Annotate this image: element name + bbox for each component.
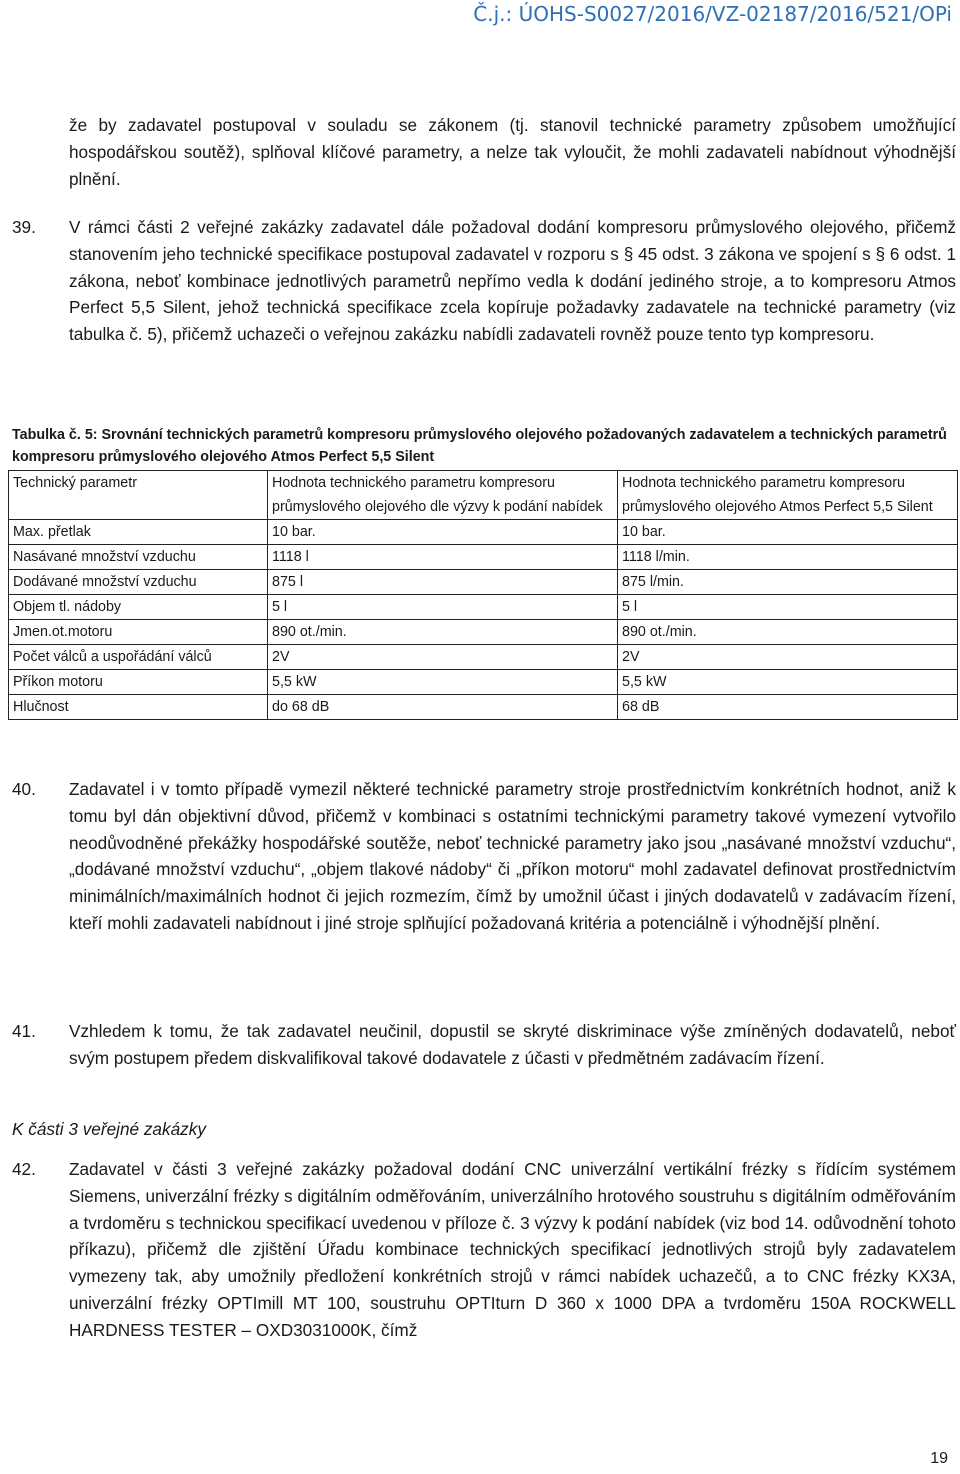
paragraph-text: Vzhledem k tomu, že tak zadavatel neučinil, dopustil se skryté diskriminace výše zmíněných dodavatelů, neboť svým postupem předem diskvalifikoval takové dodavatele z účasti v předmětném zadávacím řízení. bbox=[69, 1021, 956, 1068]
paragraph-number: 42. bbox=[12, 1159, 36, 1179]
paragraph-text: Zadavatel i v tomto případě vymezil některé technické parametry stroje prostřednictvím konkrétních hodnot, aniž k tomu byl dán objektivní důvod, přičemž v kombinaci s ostatními technickými parametry takové vymezení vytvořilo neodůvodněné překážky hospodářské soutěže, neboť technické parametry jako jsou „nasávané množství vzduchu“, „dodávané množství vzduchu“, „objem tlakové nádoby“ či „příkon motoru“ mohl zadavatel definovat prostřednictvím minimálních/maximálních hodnot či jejich rozmezím, čímž by umožnil účast i jiných dodavatelů v zadávacím řízení, kteří mohli zadavateli nabídnout i jiné stroje splňující požadovaná kritéria a potenciálně i výhodnější plnění. bbox=[69, 779, 956, 933]
table-cell: 5,5 kW bbox=[268, 670, 618, 695]
table-caption: Tabulka č. 5: Srovnání technických parametrů kompresoru průmyslového olejového požadovaných zadavatelem a technických parametrů kompresoru průmyslového olejového Atmos Perfect 5,5 Silent bbox=[12, 427, 947, 465]
section-heading: K části 3 veřejné zakázky bbox=[12, 1119, 206, 1139]
table-cell: 5 l bbox=[268, 595, 618, 620]
table-cell: Max. přetlak bbox=[9, 520, 268, 545]
table-cell: Dodávané množství vzduchu bbox=[9, 570, 268, 595]
table-row bbox=[9, 620, 958, 645]
paragraph-41 bbox=[12, 1018, 956, 1072]
table-row bbox=[9, 545, 958, 570]
table-cell: Hlučnost bbox=[9, 695, 268, 720]
table-row bbox=[9, 670, 958, 695]
table-cell: Příkon motoru bbox=[9, 670, 268, 695]
table-cell: 2V bbox=[618, 645, 958, 670]
paragraph-42 bbox=[12, 1156, 956, 1344]
header-cell: Hodnota technického parametru kompresoru průmyslového olejového dle výzvy k podání nabídek bbox=[268, 471, 618, 520]
table-row bbox=[9, 595, 958, 620]
table-cell: Jmen.ot.motoru bbox=[9, 620, 268, 645]
table-cell: 1118 l bbox=[268, 545, 618, 570]
table-row bbox=[9, 520, 958, 545]
table-cell: 890 ot./min. bbox=[618, 620, 958, 645]
table-cell: 5,5 kW bbox=[618, 670, 958, 695]
paragraph-text: Zadavatel v části 3 veřejné zakázky požadoval dodání CNC univerzální vertikální frézky s řídícím systémem Siemens, univerzální frézky s digitálním odměřováním, univerzálního hrotového soustruhu s digitálním odměřováním a tvrdoměru s technickou specifikací uvedenou v příloze č. 3 výzvy k podání nabídek (viz bod 14. odůvodnění tohoto příkazu), přičemž dle zjištění Úřadu kombinace technických specifikací jednotlivých strojů byly zadavatelem vymezeny tak, aby umožnily předložení konkrétních strojů v rámci nabídek uchazečů, a to CNC frézky KX3A, univerzální frézky OPTImill MT 100, soustruhu OPTIturn D 360 x 1000 DPA a tvrdoměru 150A ROCKWELL HARDNESS TESTER – OXD3031000K, čímž bbox=[69, 1159, 956, 1340]
table-row bbox=[9, 695, 958, 720]
table-cell: Počet válců a uspořádání válců bbox=[9, 645, 268, 670]
document-reference: Č.j.: ÚOHS-S0027/2016/VZ-02187/2016/521/OPi bbox=[473, 2, 952, 26]
paragraph-39 bbox=[12, 214, 956, 348]
table-cell: Nasávané množství vzduchu bbox=[9, 545, 268, 570]
table-cell: 10 bar. bbox=[618, 520, 958, 545]
table-cell: 875 l bbox=[268, 570, 618, 595]
paragraph-40 bbox=[12, 776, 956, 937]
table-cell: 1118 l/min. bbox=[618, 545, 958, 570]
table-row bbox=[9, 570, 958, 595]
table-cell: 890 ot./min. bbox=[268, 620, 618, 645]
table-header-row bbox=[9, 471, 958, 520]
parameters-table bbox=[8, 470, 958, 720]
table-cell: 875 l/min. bbox=[618, 570, 958, 595]
paragraph-number: 39. bbox=[12, 217, 36, 237]
header-cell: Hodnota technického parametru kompresoru průmyslového olejového Atmos Perfect 5,5 Silent bbox=[618, 471, 958, 520]
paragraph-number: 40. bbox=[12, 779, 36, 799]
table-cell: 68 dB bbox=[618, 695, 958, 720]
paragraph-number: 41. bbox=[12, 1021, 36, 1041]
table-cell: do 68 dB bbox=[268, 695, 618, 720]
page-number: 19 bbox=[930, 1450, 948, 1467]
continuation-paragraph: že by zadavatel postupoval v souladu se zákonem (tj. stanovil technické parametry způsobem umožňující hospodářskou soutěž), splňoval klíčové parametry, a nelze tak vyloučit, že mohli zadavateli nabídnout výhodnější plnění. bbox=[69, 115, 956, 189]
table-row bbox=[9, 645, 958, 670]
header-cell: Technický parametr bbox=[9, 471, 268, 520]
table-cell: 5 l bbox=[618, 595, 958, 620]
paragraph-text: V rámci části 2 veřejné zakázky zadavatel dále požadoval dodání kompresoru průmyslového olejového, přičemž stanovením jeho technické specifikace postupoval zadavatel v rozporu s § 45 odst. 3 zákona ve spojení s § 6 odst. 1 zákona, neboť kombinace jednotlivých parametrů nepřímo vedla k dodání jediného stroje, a to kompresoru Atmos Perfect 5,5 Silent, jehož technická specifikace zcela kopíruje požadavky zadavatele na technické parametry (viz tabulka č. 5), přičemž uchazeči o veřejnou zakázku nabídli zadavateli rovněž pouze tento typ kompresoru. bbox=[69, 217, 956, 345]
table-cell: Objem tl. nádoby bbox=[9, 595, 268, 620]
table-cell: 2V bbox=[268, 645, 618, 670]
table-cell: 10 bar. bbox=[268, 520, 618, 545]
